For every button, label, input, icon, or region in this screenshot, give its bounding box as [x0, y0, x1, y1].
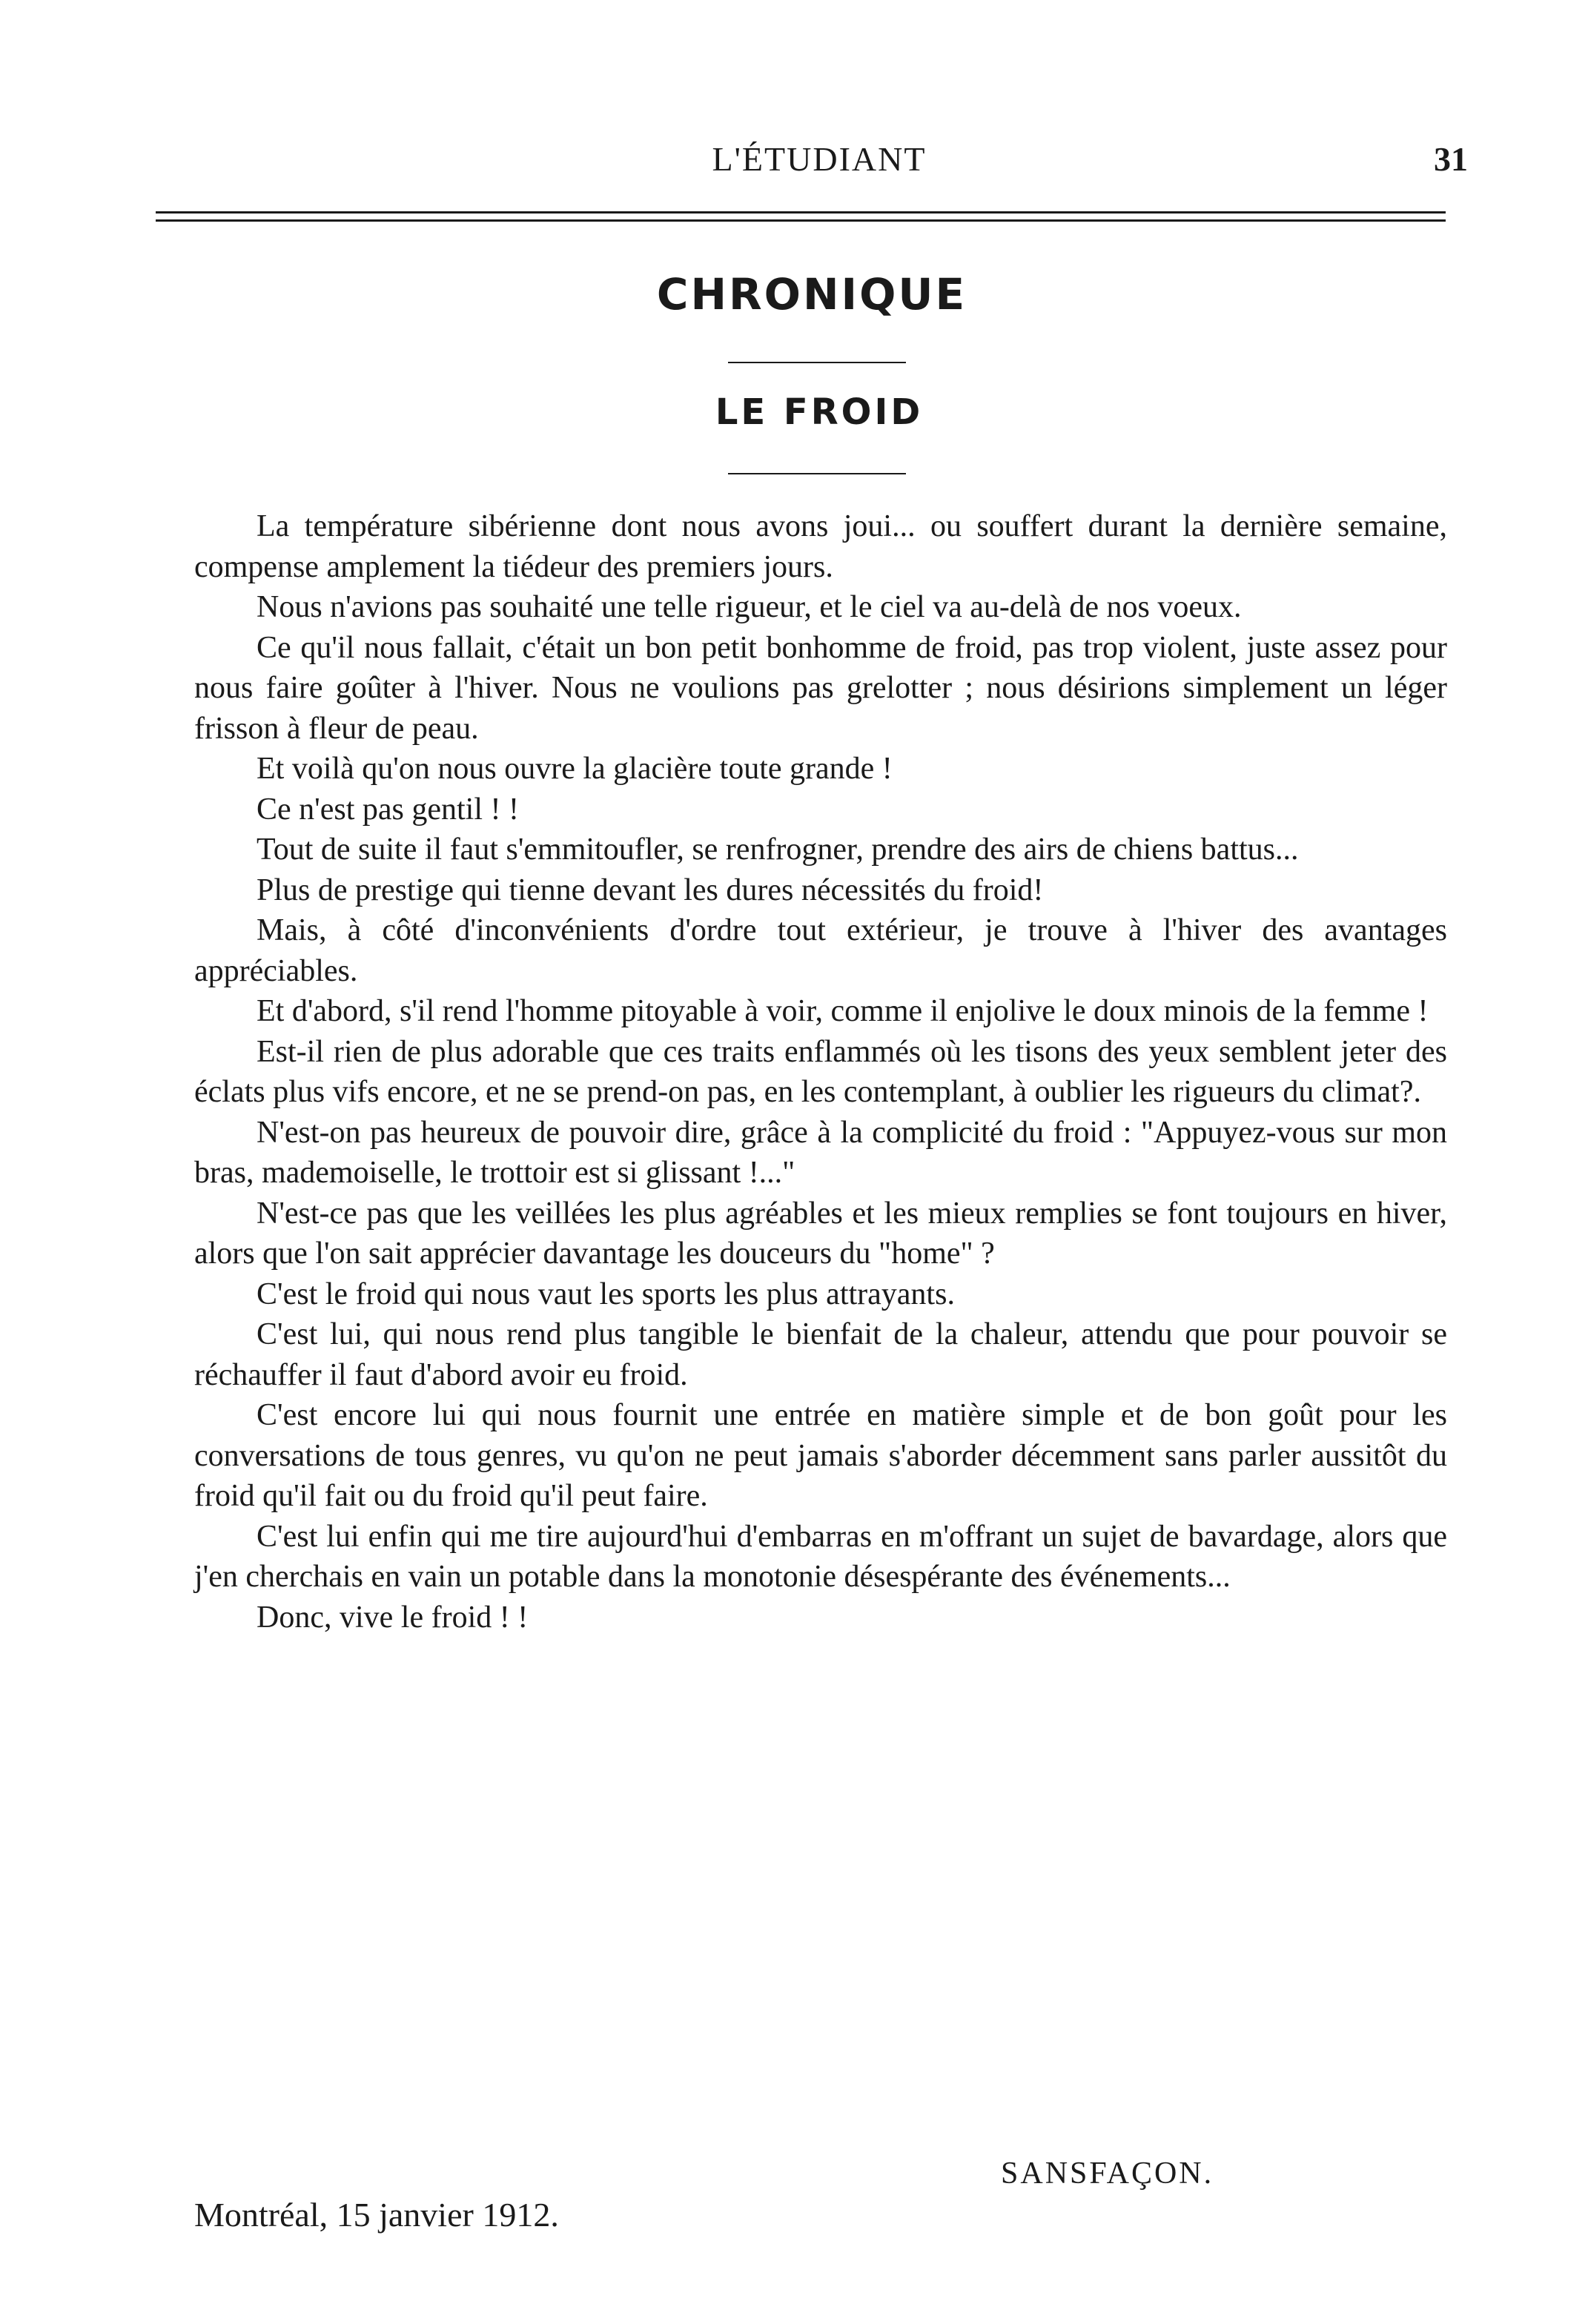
paragraph: Ce qu'il nous fallait, c'était un bon petit bonhomme de froid, pas trop violent, juste assez pour nous faire goûter à l'hiver. Nous ne voulions pas grelotter ; nous désirions simplement un léger frisson à fleur de peau.	[194, 630, 1447, 746]
paragraph: Et voilà qu'on nous ouvre la glacière toute grande !	[257, 752, 893, 786]
journal-title: L'ÉTUDIANT	[712, 140, 927, 178]
paragraph: Et d'abord, s'il rend l'homme pitoyable à voir, comme il enjolive le doux minois de la femme !	[257, 994, 1429, 1028]
paragraph: C'est le froid qui nous vaut les sports les plus attrayants.	[257, 1277, 955, 1311]
title-divider-top	[728, 362, 906, 363]
dateline: Montréal, 15 janvier 1912.	[194, 2196, 559, 2234]
paragraph: C'est lui enfin qui me tire aujourd'hui d'embarras en m'offrant un sujet de bavardage, alors que j'en cherchais en vain un potable dans la monotonie désespérante des événements...	[194, 1519, 1447, 1594]
title-divider-bottom	[728, 473, 906, 474]
section-title: CHRONIQUE	[656, 269, 967, 320]
paragraph: N'est-on pas heureux de pouvoir dire, grâce à la complicité du froid : "Appuyez-vous sur mon bras, mademoiselle, le trottoir est si glissant !..."	[194, 1115, 1447, 1190]
paragraph: Tout de suite il faut s'emmitoufler, se renfrogner, prendre des airs de chiens battus...	[257, 832, 1299, 867]
paragraph: Nous n'avions pas souhaité une telle rigueur, et le ciel va au-delà de nos voeux.	[257, 590, 1242, 624]
paragraph: Ce n'est pas gentil ! !	[257, 792, 519, 827]
article-body	[194, 506, 1447, 1638]
paragraph: La température sibérienne dont nous avons joui... ou souffert durant la dernière semaine, compense amplement la tiédeur des premiers jours.	[194, 509, 1447, 584]
paragraph: Plus de prestige qui tienne devant les dures nécessités du froid!	[257, 873, 1044, 907]
paragraph: C'est encore lui qui nous fournit une entrée en matière simple et de bon goût pour les conversations de tous genres, vu qu'on ne peut jamais s'aborder décemment sans parler aussitôt du froid qu'il fait ou du froid qu'il peut faire.	[194, 1398, 1447, 1513]
article-title: LE FROID	[715, 391, 924, 433]
paragraph: Mais, à côté d'inconvénients d'ordre tout extérieur, je trouve à l'hiver des avantages appréciables.	[194, 913, 1447, 988]
page-number: 31	[1434, 140, 1468, 178]
paragraph: N'est-ce pas que les veillées les plus agréables et les mieux remplies se font toujours en hiver, alors que l'on sait apprécier davantage les douceurs du "home" ?	[194, 1196, 1447, 1271]
running-header	[0, 137, 1588, 182]
header-double-rule	[156, 211, 1446, 222]
author-signature: SANSFAÇON.	[1001, 2156, 1214, 2191]
paragraph: Est-il rien de plus adorable que ces traits enflammés où les tisons des yeux semblent jeter des éclats plus vifs encore, et ne se prend-on pas, en les contemplant, à oublier les rigueurs du climat?.	[194, 1034, 1447, 1109]
paragraph: C'est lui, qui nous rend plus tangible le bienfait de la chaleur, attendu que pour pouvoir se réchauffer il faut d'abord avoir eu froid.	[194, 1317, 1447, 1392]
paragraph: Donc, vive le froid ! !	[257, 1600, 529, 1635]
